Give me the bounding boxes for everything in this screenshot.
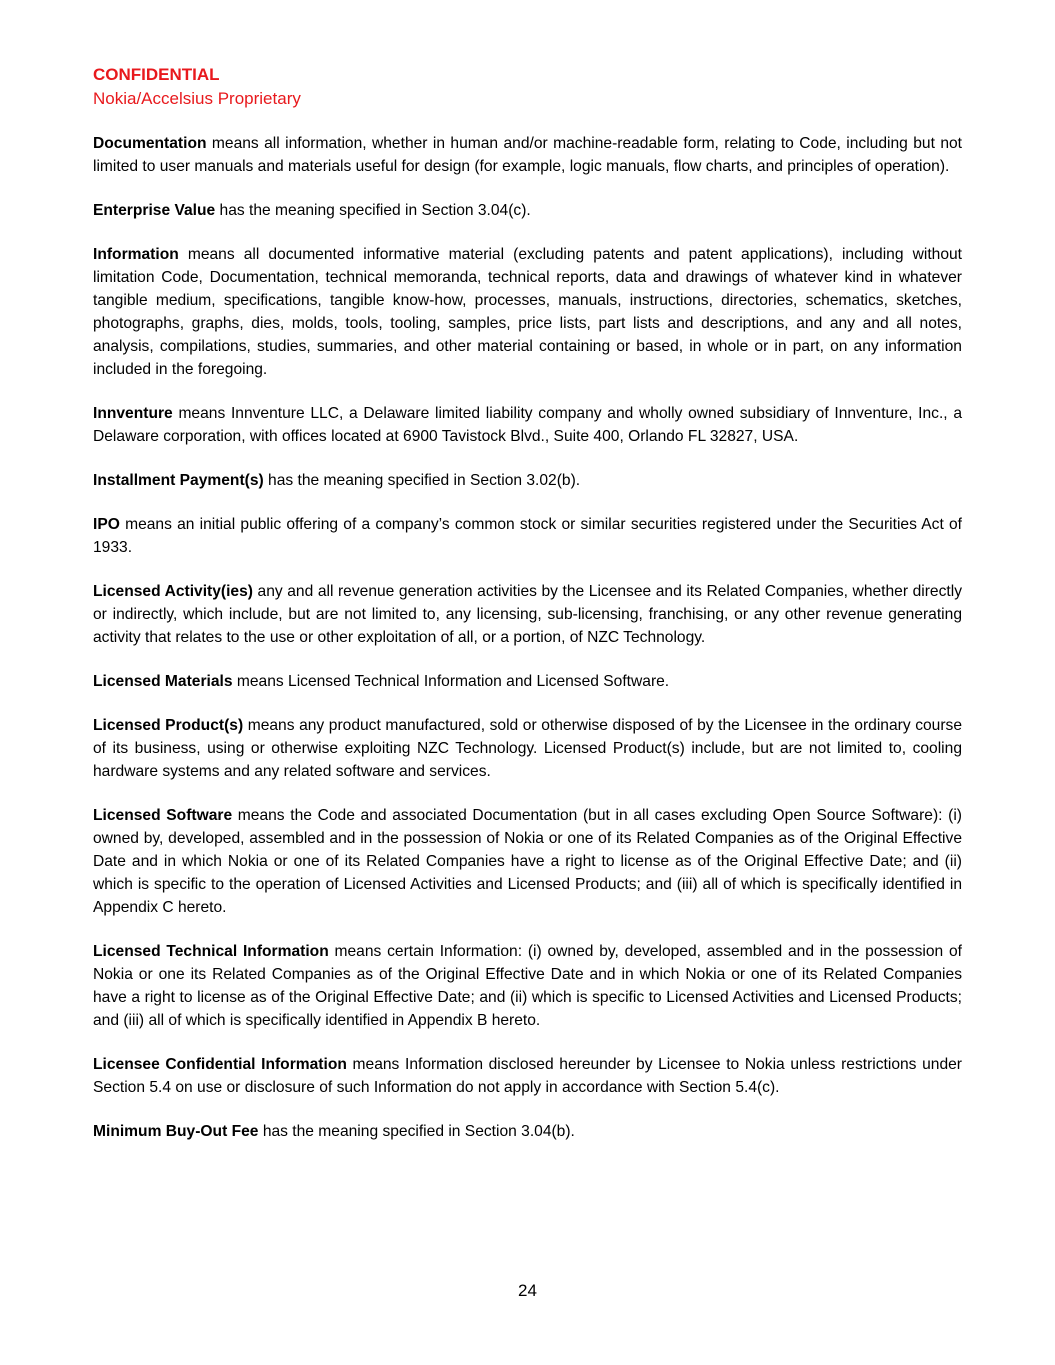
- document-page: [93, 63, 962, 1164]
- proprietary-label: Nokia/Accelsius Proprietary: [93, 89, 301, 108]
- definition-term: Licensee Confidential Information: [93, 1056, 347, 1073]
- definition-term: Minimum Buy-Out Fee: [93, 1123, 259, 1140]
- page-number: 24: [518, 1281, 537, 1300]
- definition-documentation: [93, 132, 962, 178]
- definition-text: means an initial public offering of a company’s common stock or similar securities registered under the Securities Act of 1933.: [93, 516, 962, 556]
- definition-text: means certain Information: (i) owned by, developed, assembled and in the possession of Nokia or one its Related Companies as of the Original Effective Date and in which Nokia or one of its Related Companies have a right to license as of the Original Effective Date; and (ii) which is specific to Licensed Activities and Licensed Products; and (iii) all of which is specifically identified in Appendix B hereto.: [93, 943, 962, 1029]
- definition-information: [93, 243, 962, 381]
- definition-ipo: [93, 513, 962, 559]
- definition-text: means all information, whether in human and/or machine-readable form, relating to Code, including but not limited to user manuals and materials useful for design (for example, logic manuals, flow charts, and principles of operation).: [93, 135, 962, 175]
- definition-text: means any product manufactured, sold or otherwise disposed of by the Licensee in the ordinary course of its business, using or otherwise exploiting NZC Technology. Licensed Product(s) include, but are not limited to, cooling hardware systems and any related software and services.: [93, 717, 962, 780]
- definition-text: means Licensed Technical Information and Licensed Software.: [232, 673, 670, 690]
- definition-term: Licensed Activity(ies): [93, 583, 253, 600]
- definition-installment-payments: [93, 469, 962, 492]
- definition-licensed-software: [93, 804, 962, 919]
- definition-enterprise-value: [93, 199, 962, 222]
- definition-text: has the meaning specified in Section 3.02(b).: [263, 472, 581, 489]
- definition-term: Information: [93, 246, 179, 263]
- definition-term: Licensed Product(s): [93, 717, 244, 734]
- definition-text: means Innventure LLC, a Delaware limited liability company and wholly owned subsidiary of Innventure, Inc., a Delaware corporation, with offices located at 6900 Tavistock Blvd., Suite 400, Orlando FL 32827, USA.: [93, 405, 962, 445]
- definition-text: has the meaning specified in Section 3.04(b).: [258, 1123, 575, 1140]
- definition-term: IPO: [93, 516, 120, 533]
- definition-text: has the meaning specified in Section 3.04(c).: [215, 202, 531, 219]
- definition-licensed-products: [93, 714, 962, 783]
- definition-text: means all documented informative material (excluding patents and patent applications), including without limitation Code, Documentation, technical memoranda, technical reports, data and drawings of whatever kind in whatever tangible medium, specifications, tangible know-how, processes, manuals, instructions, directories, schematics, sketches, photographs, graphs, dies, molds, tools, tooling, samples, price lists, part lists and descriptions, and any and all notes, analysis, compilations, studies, summaries, and other material containing or based, in whole or in part, on any information included in the foregoing.: [93, 246, 962, 378]
- definition-licensed-materials: [93, 670, 962, 693]
- definition-text: means Information disclosed hereunder by Licensee to Nokia unless restrictions under Section 5.4 on use or disclosure of such Information do not apply in accordance with Section 5.4(c).: [93, 1056, 962, 1096]
- definition-term: Documentation: [93, 135, 207, 152]
- definition-text: means the Code and associated Documentation (but in all cases excluding Open Source Software): (i) owned by, developed, assembled and in the possession of Nokia or one of its Related Companies as of the Original Effective Date and in which Nokia or one of its Related Companies have a right to license as of the Original Effective Date; and (ii) which is specific to the operation of Licensed Activities and Licensed Products; and (iii) all of which is specifically identified in Appendix C hereto.: [93, 807, 962, 916]
- definition-term: Installment Payment(s): [93, 472, 264, 489]
- definition-term: Licensed Materials: [93, 673, 233, 690]
- definition-term: Licensed Technical Information: [93, 943, 329, 960]
- definition-licensed-technical-information: [93, 940, 962, 1032]
- confidential-label: CONFIDENTIAL: [93, 65, 220, 84]
- definition-minimum-buy-out-fee: [93, 1120, 962, 1143]
- definition-term: Enterprise Value: [93, 202, 216, 219]
- definitions-list: [93, 132, 962, 1143]
- definition-text: any and all revenue generation activities by the Licensee and its Related Companies, whether directly or indirectly, which include, but are not limited to, any licensing, sub-licensing, franchising, or any other revenue generating activity that relates to the use or other exploitation of all, or a portion, of NZC Technology.: [93, 583, 962, 646]
- definition-term: Licensed Software: [93, 807, 233, 824]
- definition-licensee-confidential-information: [93, 1053, 962, 1099]
- definition-term: Innventure: [93, 405, 173, 422]
- definition-licensed-activities: [93, 580, 962, 649]
- definition-innventure: [93, 402, 962, 448]
